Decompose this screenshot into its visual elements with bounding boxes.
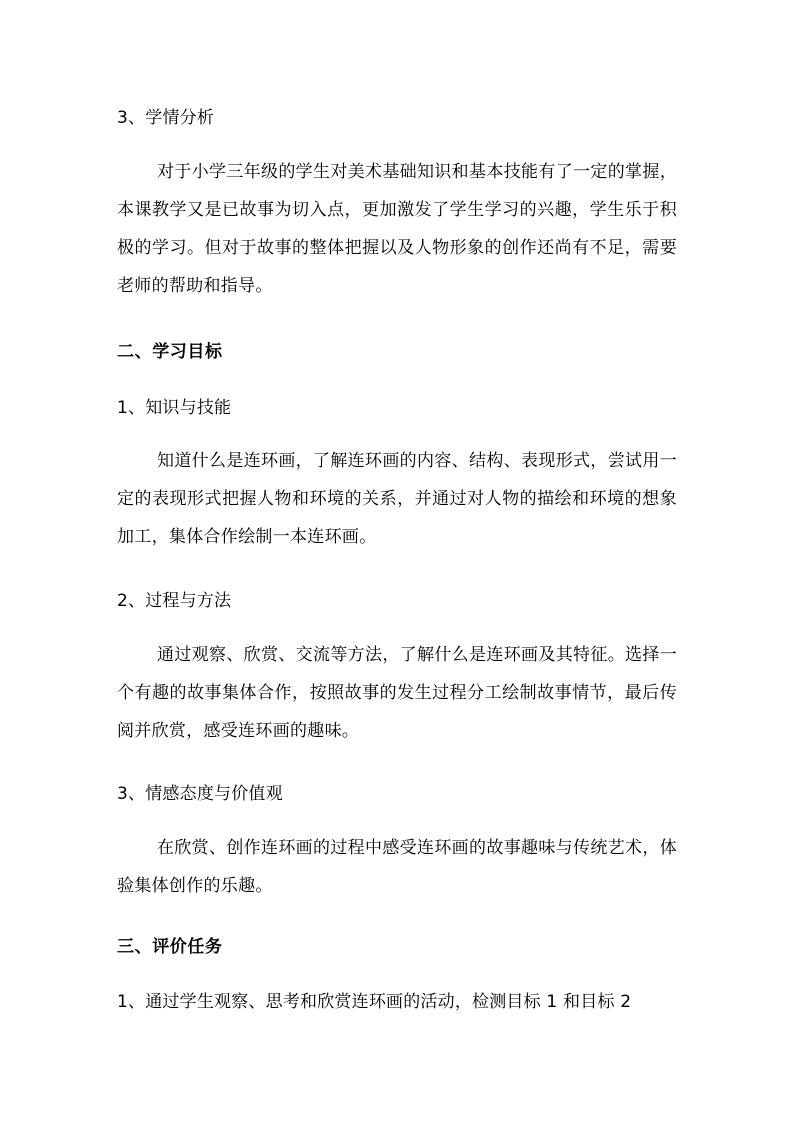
heading-learning-objectives: 二、学习目标 — [117, 342, 223, 362]
evaluation-item-1: 1、通过学生观察、思考和欣赏连环画的活动，检测目标 1 和目标 2 — [117, 992, 632, 1012]
subheading-learning-analysis: 3、学情分析 — [117, 108, 215, 128]
heading-evaluation-tasks: 三、评价任务 — [117, 937, 223, 957]
paragraph-knowledge-skills: 知道什么是连环画，了解连环画的内容、结构、表现形式，尝试用一定的表现形式把握人物和环境的关系，并通过对人物的描绘和环境的想象加工，集体合作绘制一本连环画。 — [117, 451, 677, 547]
subheading-emotion-values: 3、情感态度与价值观 — [117, 784, 283, 804]
paragraph-emotion-values: 在欣赏、创作连环画的过程中感受连环画的故事趣味与传统艺术，体验集体创作的乐趣。 — [117, 838, 677, 896]
paragraph-learning-analysis: 对于小学三年级的学生对美术基础知识和基本技能有了一定的掌握，本课教学又是已故事为切入点，更加激发了学生学习的兴趣，学生乐于积极的学习。但对于故事的整体把握以及人物形象的创作还尚有不足，需要老师的帮助和指导。 — [117, 162, 677, 296]
subheading-process-methods: 2、过程与方法 — [117, 591, 232, 611]
paragraph-process-methods: 通过观察、欣赏、交流等方法，了解什么是连环画及其特征。选择一个有趣的故事集体合作，按照故事的发生过程分工绘制故事情节，最后传阅并欣赏，感受连环画的趣味。 — [117, 645, 677, 741]
subheading-knowledge-skills: 1、知识与技能 — [117, 398, 232, 418]
